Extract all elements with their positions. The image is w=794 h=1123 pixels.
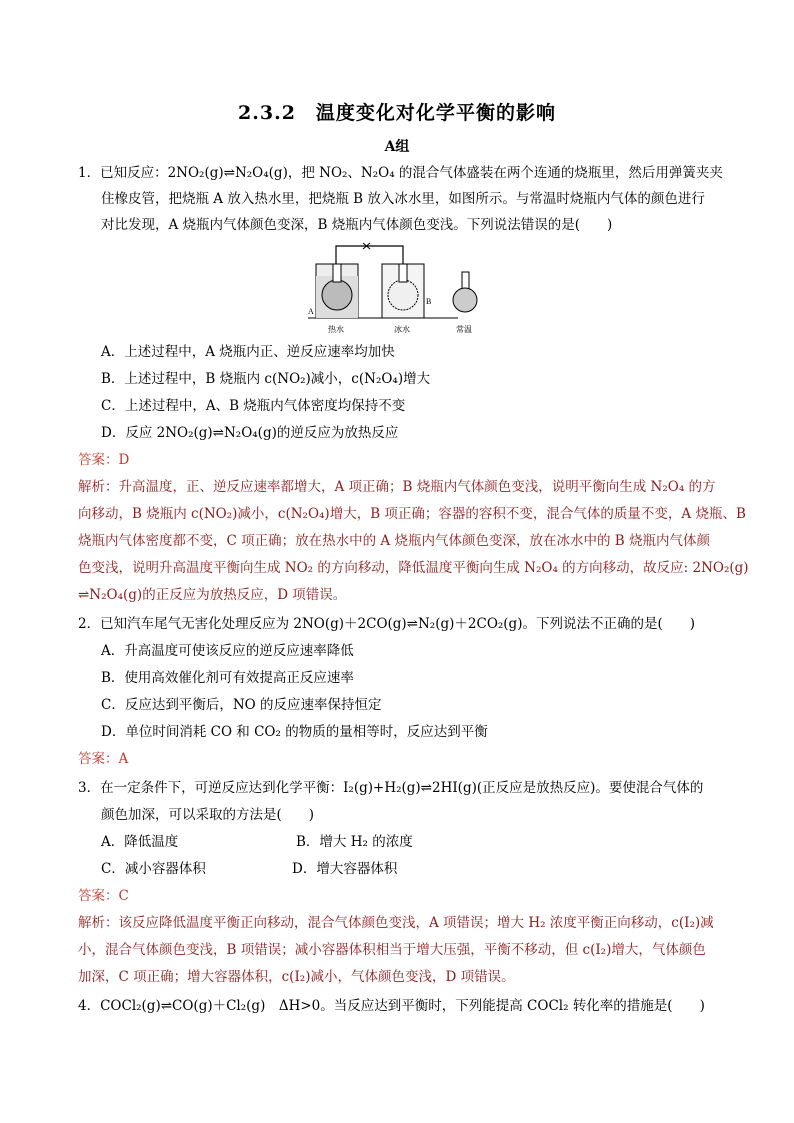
q3-stem-line2: 颜色加深，可以采取的方法是( ): [101, 807, 315, 823]
q2-option-b: B．使用高效催化剂可有效提高正反应速率: [101, 670, 354, 686]
q4-stem: 4．COCl₂(g)⇌CO(g)＋Cl₂(g) ΔH>0。当反应达到平衡时，下列能提高 COCl₂ 转化率的措施是( ): [78, 998, 705, 1014]
q1-analysis-line2: 向移动，B 烧瓶内 c(NO₂)减小，c(N₂O₄)增大，B 项正确；容器的容积不变，混合气体的质量不变，A 烧瓶、B: [78, 506, 746, 522]
fig-label-a: A: [308, 307, 314, 316]
q2-answer: 答案：A: [78, 751, 129, 767]
q2-option-a: A．升高温度可使该反应的逆反应速率降低: [101, 643, 354, 659]
q1-stem-line3: 对比发现，A 烧瓶内气体颜色变深，B 烧瓶内气体颜色变浅。下列说法错误的是( ): [101, 217, 613, 233]
q1-option-b: B．上述过程中，B 烧瓶内 c(NO₂)减小，c(N₂O₄)增大: [101, 371, 431, 387]
fig-label-room: 常温: [456, 325, 472, 334]
q3-analysis-line2: 小，混合气体颜色变浅，B 项错误；减小容器体积相当于增大压强，平衡不移动，但 c(I₂)增大，气体颜色: [78, 942, 706, 958]
q3-analysis-line1: 解析：该反应降低温度平衡正向移动，混合气体颜色变浅，A 项错误；增大 H₂ 浓度平衡正向移动，c(I₂)减: [78, 915, 714, 931]
q3-stem-line1: 3．在一定条件下，可逆反应达到化学平衡：I₂(g)+H₂(g)⇌2HI(g)(正反应是放热反应)。要使混合气体的: [78, 780, 704, 796]
fig-label-hot: 热水: [328, 325, 344, 334]
q1-analysis-line4: 色变浅，说明升高温度平衡向生成 NO₂ 的方向移动，降低温度平衡向生成 N₂O₄ 的方向移动，故反应: 2NO₂(g): [78, 560, 749, 576]
q3-option-d: D．增大容器体积: [292, 861, 398, 877]
q1-answer: 答案：D: [78, 452, 130, 468]
q1-option-d: D．反应 2NO₂(g)⇌N₂O₄(g)的逆反应为放热反应: [101, 425, 399, 441]
fig-label-ice: 冰水: [394, 325, 410, 334]
q2-stem: 2．已知汽车尾气无害化处理反应为 2NO(g)＋2CO(g)⇌N₂(g)＋2CO₂(g)。下列说法不正确的是( ): [78, 616, 696, 632]
q3-option-b: B．增大 H₂ 的浓度: [296, 834, 413, 850]
q1-stem-line1: 1．已知反应：2NO₂(g)⇌N₂O₄(g)，把 NO₂、N₂O₄ 的混合气体盛装在两个连通的烧瓶里，然后用弹簧夹夹: [78, 165, 723, 181]
q2-option-d: D．单位时间消耗 CO 和 CO₂ 的物质的量相等时，反应达到平衡: [101, 724, 488, 740]
q2-option-c: C．反应达到平衡后，NO 的反应速率保持恒定: [101, 697, 382, 713]
q3-option-c: C．减小容器体积: [101, 861, 206, 877]
q1-apparatus-figure: [308, 240, 488, 336]
q1-analysis-line3: 烧瓶内气体密度都不变，C 项正确；放在热水中的 A 烧瓶内气体颜色变深，放在冰水中的 B 烧瓶内气体颜: [78, 533, 710, 549]
fig-label-b: B: [426, 297, 432, 306]
section-heading: A组: [384, 139, 410, 155]
q1-analysis-line5: ⇌N₂O₄(g)的正反应为放热反应，D 项错误。: [78, 587, 347, 603]
page-title: 2.3.2 温度变化对化学平衡的影响: [238, 102, 556, 124]
q1-analysis-line1: 解析：升高温度，正、逆反应速率都增大，A 项正确；B 烧瓶内气体颜色变浅，说明平衡向生成 N₂O₄ 的方: [78, 479, 716, 495]
q3-answer: 答案：C: [78, 888, 129, 904]
q1-option-a: A．上述过程中，A 烧瓶内正、逆反应速率均加快: [101, 344, 395, 360]
q3-analysis-line3: 加深，C 项正确；增大容器体积，c(I₂)减小，气体颜色变浅，D 项错误。: [78, 969, 515, 985]
q3-option-a: A．降低温度: [101, 834, 179, 850]
q1-stem-line2: 住橡皮管，把烧瓶 A 放入热水里，把烧瓶 B 放入冰水里，如图所示。与常温时烧瓶内气体的颜色进行: [101, 191, 705, 207]
q1-option-c: C．上述过程中，A、B 烧瓶内气体密度均保持不变: [101, 398, 406, 414]
